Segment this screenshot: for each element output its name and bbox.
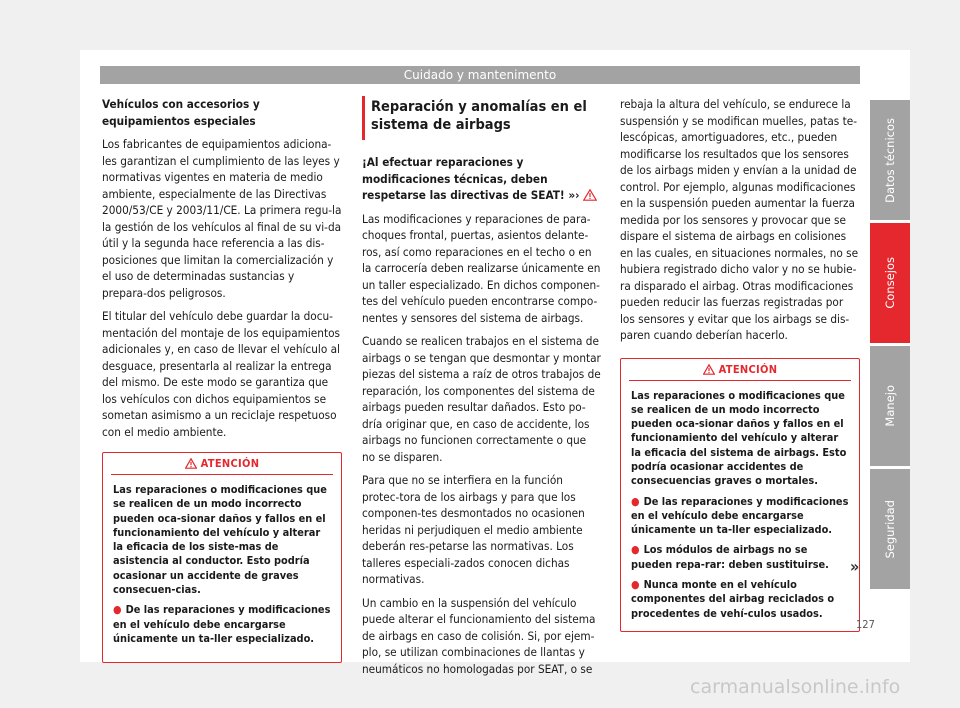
bullet-text: Los módulos de airbags no se pueden repa-rar: deben sustituirse. xyxy=(631,543,829,571)
paragraph: rebaja la altura del vehículo, se endurece la suspensión y se modifican muelles, patas te-lescópicas, amortiguadores, etc., pueden modificarse los resultados que los sensores de los airbags miden y envían a la unidad de control. Por ejemplo, algunas modificaciones en la suspensión pueden aumentar la fuerza medida por los sensores y provocar que se dispare el sistema de airbags en colisiones en las cuales, en situaciones normales, no se hubiera registrado dicho valor y no se hubie-ra disparado el airbag. Otras modificaciones pueden reducir las fuerzas registradas por los sensores y evitar que los airbags se dis-paren cuando deberían hacerlo. xyxy=(620,97,859,342)
bullet-icon: ● xyxy=(113,603,122,617)
continue-arrows: »› xyxy=(568,188,580,202)
tab-label: Consejos xyxy=(883,257,897,309)
paragraph: Para que no se interfiera en la función protec-tora de los airbags y para que los componen-tes desmontados no ocasionen heridas ni perjudiquen el medio ambiente deberán res-petarse las normativas. Los talleres especiali-zados conocen dichas normativas. xyxy=(362,473,585,586)
warning-triangle-icon xyxy=(185,458,197,469)
tab-manejo[interactable] xyxy=(870,346,910,466)
paragraph: Cuando se realicen trabajos en el sistema de airbags o se tengan que desmontar y montar piezas del sistema a raíz de otros trabajos de reparación, los componentes del sistema de airbags pueden resultar dañados. Esto po-dría originar que, en caso de accidente, los airbags no funcionen correctamente o que no se disparen. xyxy=(362,334,601,464)
bullet-text: De las reparaciones y modificaciones en el vehículo debe encargarse únicamente un ta-ller especializado. xyxy=(113,603,331,645)
paragraph: Las modificaciones y reparaciones de para-choques frontal, puertas, asientos delante-ros, así como reparaciones en el techo o en la carrocería deben realizarse únicamente en un taller especializado. En dichos componen-tes del vehículo pueden encontrarse compo-nentes y sensores del sistema de airbags. xyxy=(362,211,601,325)
tab-seguridad[interactable] xyxy=(870,469,910,589)
attention-bullet xyxy=(631,578,849,621)
section-heading: Vehículos con accesorios y equipamientos especiales xyxy=(102,97,260,128)
middle-column xyxy=(362,96,602,684)
bullet-icon: ● xyxy=(631,578,640,592)
tab-datos-tecnicos[interactable] xyxy=(870,100,910,220)
paragraph: Los fabricantes de equipamientos adiciona-les garantizan el cumplimiento de las leyes y normativas vigentes en materia de medio ambiente, especialmente de las Directivas 2000/53/CE y 2003/11/CE. La primera regu-la la gestión de los vehículos al final de su vi-da útil y la segunda hace referencia a las dis-posiciones que limitan la comercialización y el uso de determinadas sustancias y prepara-dos peligrosos. xyxy=(102,137,342,300)
attention-bullet xyxy=(113,603,331,646)
attention-header xyxy=(111,453,333,475)
lead-sentence: ¡Al efectuar reparaciones y modificaciones técnicas, deben respetarse las directivas de SEAT! xyxy=(362,155,565,202)
attention-bullet xyxy=(631,543,849,572)
continue-arrows: » xyxy=(850,557,860,576)
attention-body xyxy=(103,475,341,662)
lead-text xyxy=(362,154,602,204)
attention-label: ATENCIÓN xyxy=(200,457,260,470)
left-column xyxy=(102,96,342,663)
attention-box xyxy=(620,358,860,632)
attention-text: Las reparaciones o modificaciones que se realicen de un modo incorrecto pueden oca-sionar daños y fallos en el funcionamiento del vehículo y alterar la eficacia de los siste-mas de asistencia al conductor. Esto podría ocasionar un accidente de graves consecuen-cias. xyxy=(113,483,327,597)
right-column xyxy=(620,96,860,632)
bullet-icon: ● xyxy=(631,494,640,508)
tab-label: Seguridad xyxy=(883,499,897,559)
attention-bullet xyxy=(631,495,849,538)
page-number: 127 xyxy=(856,618,875,631)
chapter-header: Cuidado y mantenimento xyxy=(100,66,860,84)
attention-body xyxy=(621,381,859,631)
attention-label: ATENCIÓN xyxy=(718,362,778,376)
bullet-text: Nunca monte en el vehículo componentes del airbag reciclados o procedentes de vehí-culos usados. xyxy=(631,578,835,620)
section-title: Reparación y anomalías en el sistema de airbags xyxy=(362,96,602,140)
bullet-text: De las reparaciones y modificaciones en el vehículo debe encargarse únicamente un ta-ller especializado. xyxy=(631,494,849,537)
attention-text: Las reparaciones o modificaciones que se realicen de un modo incorrecto pueden oca-sionar daños y fallos en el funcionamiento del vehículo y alterar la eficacia del sistema de airbags. Esto podría ocasionar accidentes de consecuencias graves o mortales. xyxy=(631,388,847,488)
tab-consejos[interactable] xyxy=(870,223,910,343)
watermark: carmanualsonline.info xyxy=(690,676,901,698)
side-tabs xyxy=(870,100,910,592)
paragraph: El titular del vehículo debe guardar la docu-mentación del montaje de los equipamientos adicionales y, en caso de llevar el vehículo al desguace, presentarla al realizar la entrega del mismo. De este modo se garantiza que los vehículos con dichos equipamientos se sometan asimismo a un reciclaje respetuoso con el medio ambiente. xyxy=(102,309,340,439)
tab-label: Datos técnicos xyxy=(883,117,897,203)
tab-label: Manejo xyxy=(883,385,897,427)
paragraph: Un cambio en la suspensión del vehículo puede alterar el funcionamiento del sistema de airbags en caso de colisión. Si, por ejem-plo, se utilizan combinaciones de llantas y neumáticos no homologadas por SEAT, o se xyxy=(362,595,596,676)
warning-triangle-icon xyxy=(703,364,715,375)
warning-triangle-icon xyxy=(583,189,597,201)
bullet-icon: ● xyxy=(631,543,640,557)
attention-box xyxy=(102,452,342,663)
attention-header xyxy=(629,359,851,381)
